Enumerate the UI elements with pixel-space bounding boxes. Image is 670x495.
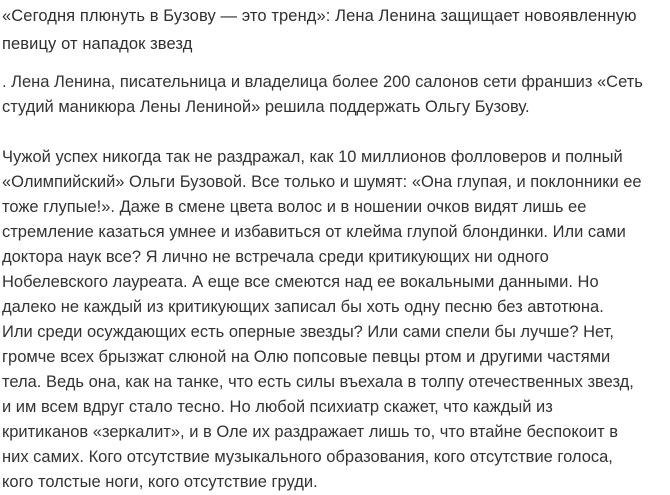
- text-line: далеко не каждый из критикующих записал бы хоть одну песню без автотюна.: [2, 298, 604, 316]
- text-line: доктора наук все? Я лично не встречала среди критикующих ни одного: [2, 248, 549, 266]
- text-line: и им всем вдруг стало тесно. Но любой психиатр скажет, что каждый из: [2, 398, 553, 416]
- text-line: громче всех брызжат слюной на Олю попсовые певцы ртом и другими частями: [2, 348, 611, 366]
- article-title: [2, 2, 666, 58]
- text-line: Нобелевского лауреата. А еще все смеются над ее вокальными данными. Но: [2, 273, 599, 291]
- text-line: критиканов «зеркалит», и в Оле их раздражает лишь то, что втайне беспокоит в: [2, 423, 619, 441]
- text-line: певицу от нападок звезд: [2, 35, 193, 53]
- article-body-paragraph: [2, 145, 666, 495]
- text-line: студий маникюра Лены Лениной» решила поддержать Ольгу Бузову.: [2, 98, 530, 116]
- text-line: тоже глупые!». Даже в смене цвета волос и в ношении очков видят лишь ее: [2, 198, 587, 216]
- text-line: стремление казаться умнее и избавиться от клейма глупой блондинки. Или сами: [2, 223, 626, 241]
- article-lead-paragraph: [2, 70, 666, 120]
- text-line: них самих. Кого отсутствие музыкального образования, кого отсутствие голоса,: [2, 448, 613, 466]
- text-line: «Сегодня плюнуть в Бузову — это тренд»: Лена Ленина защищает новоявленную: [2, 7, 637, 25]
- text-line: «Олимпийский» Ольги Бузовой. Все только и шумят: «Она глупая, и поклонники ее: [2, 173, 642, 191]
- text-line: кого толстые ноги, кого отсутствие груди.: [2, 473, 318, 491]
- text-line: тела. Ведь она, как на танке, что есть силы въехала в толпу отечественных звезд,: [2, 373, 634, 391]
- text-line: Или среди осуждающих есть оперные звезды? Или сами спели бы лучше? Нет,: [2, 323, 614, 341]
- text-line: Чужой успех никогда так не раздражал, как 10 миллионов фолловеров и полный: [2, 148, 623, 166]
- text-line: . Лена Ленина, писательница и владелица более 200 салонов сети франшиз «Сеть: [2, 73, 643, 91]
